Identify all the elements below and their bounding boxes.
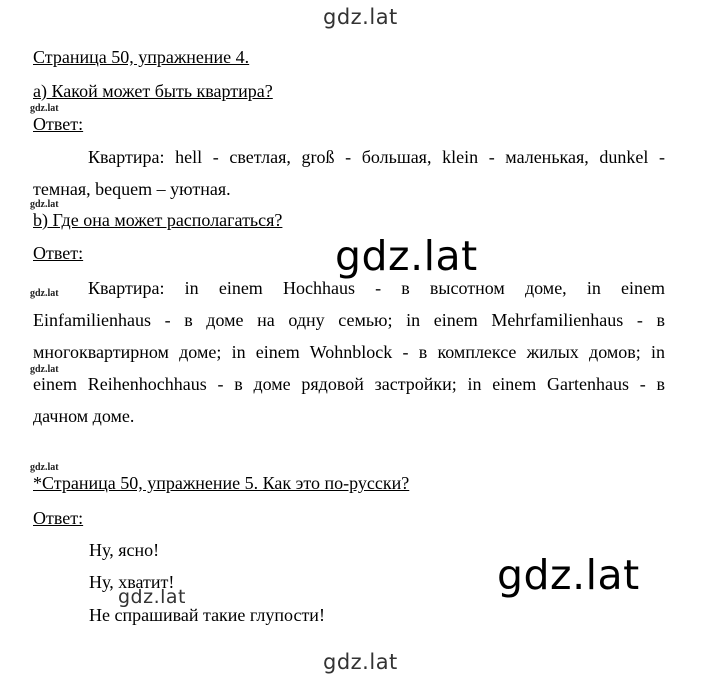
answer-b-paragraph xyxy=(33,272,665,432)
ex4-question-a: а) Какой может быть квартира? xyxy=(33,81,273,101)
watermark-center: gdz.lat xyxy=(335,232,478,280)
answer-label: Ответ: xyxy=(33,114,84,134)
ex4-question-b: b) Где она может располагаться? xyxy=(33,210,283,230)
answer-a-line: Квартира: hell - светлая, groß - большая, klein - маленькая, dunkel - xyxy=(88,147,665,167)
watermark-mid-bottom: gdz.lat xyxy=(118,586,187,608)
watermark-right: gdz.lat xyxy=(497,551,640,599)
watermark-small: gdz.lat xyxy=(30,288,59,299)
ex5-heading: *Страница 50, упражнение 5. Как это по-русски? xyxy=(33,473,410,493)
answer-b-line: Квартира: in einem Hochhaus - в высотном доме, in einem xyxy=(88,278,665,298)
watermark-small: gdz.lat xyxy=(30,462,59,473)
ex5-line: Ну, хватит! xyxy=(89,572,175,592)
ex4-heading: Страница 50, упражнение 4. xyxy=(33,47,250,67)
answer-label: Ответ: xyxy=(33,508,84,528)
answer-b-line: дачном доме. xyxy=(33,406,135,426)
watermark-small: gdz.lat xyxy=(30,364,59,375)
watermark-small: gdz.lat xyxy=(30,103,59,114)
ex5-line: Не спрашивай такие глупости! xyxy=(89,605,325,625)
answer-b-line: многоквартирном доме; in einem Wohnblock - в комплексе жилых домов; in xyxy=(33,342,665,362)
ex5-line: Ну, ясно! xyxy=(89,540,160,560)
watermark-top: gdz.lat xyxy=(323,5,398,29)
watermark-bottom: gdz.lat xyxy=(323,650,398,674)
answer-a-paragraph xyxy=(33,141,665,205)
answer-b-line: einem Reihenhochhaus - в доме рядовой застройки; in einem Gartenhaus - в xyxy=(33,374,665,394)
watermark-small: gdz.lat xyxy=(30,199,59,210)
answer-label: Ответ: xyxy=(33,243,84,263)
answer-b-line: Einfamilienhaus - в доме на одну семью; in einem Mehrfamilienhaus - в xyxy=(33,310,665,330)
answer-a-line: темная, bequem – уютная. xyxy=(33,179,231,199)
